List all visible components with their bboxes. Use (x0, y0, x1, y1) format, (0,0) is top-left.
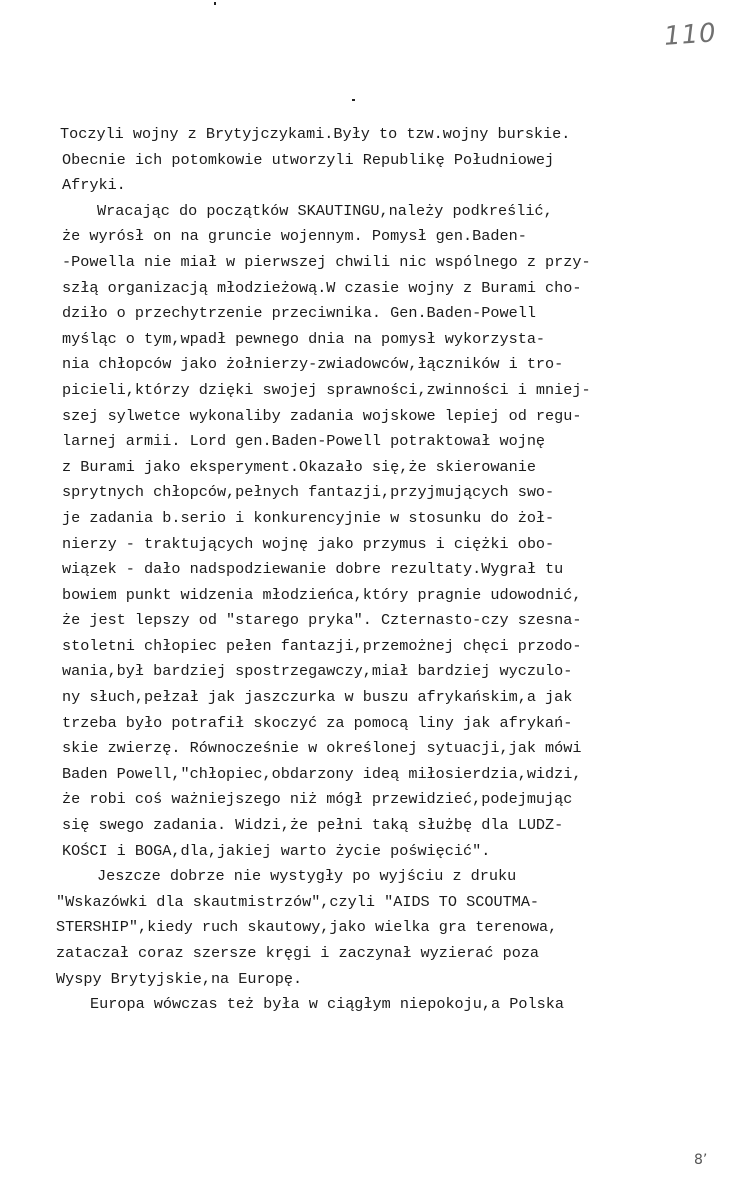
text-line (0, 352, 732, 378)
text-line (0, 839, 732, 865)
text-line (0, 813, 732, 839)
text-line-content: larnej armii. Lord gen.Baden-Powell potraktował wojnę (62, 432, 546, 451)
text-line (0, 378, 732, 404)
text-line-content: stoletni chłopiec pełen fantazji,przemożnej chęci przodo- (62, 636, 582, 655)
text-line-content: szłą organizacją młodzieżową.W czasie wojny z Burami cho- (62, 278, 582, 297)
text-line (0, 429, 732, 455)
text-line-content: bowiem punkt widzenia młodzieńca,który pragnie udowodnić, (62, 585, 582, 604)
text-line-content: z Burami jako eksperyment.Okazało się,że skierowanie (62, 457, 536, 476)
text-line (0, 173, 732, 199)
text-line-content: je zadania b.serio i konkurencyjnie w stosunku do żoł- (62, 508, 555, 527)
text-line (0, 608, 732, 634)
text-line-content: Wracając do początków SKAUTINGU,należy podkreślić, (97, 201, 553, 220)
text-line (0, 967, 732, 993)
text-line-content: że jest lepszy od "starego pryka". Czternasto-czy szesna- (62, 611, 582, 630)
text-line (0, 532, 732, 558)
text-line (0, 327, 732, 353)
text-line-content: KOŚCI i BOGA,dla,jakiej warto życie poświęcić". (62, 841, 491, 860)
text-line-content: -Powella nie miał w pierwszej chwili nic wspólnego z przy- (62, 252, 591, 271)
text-line-content: Jeszcze dobrze nie wystygły po wyjściu z druku (97, 867, 517, 886)
text-line-content: sprytnych chłopców,pełnych fantazji,przyjmujących swo- (62, 483, 555, 502)
text-line (0, 685, 732, 711)
text-line (0, 915, 732, 941)
text-line (0, 736, 732, 762)
text-line-content: Obecnie ich potomkowie utworzyli Republikę Południowej (62, 150, 555, 169)
text-line (0, 122, 732, 148)
text-line (0, 199, 732, 225)
text-line-content: Baden Powell,"chłopiec,obdarzony ideą miłosierdzia,widzi, (62, 764, 582, 783)
text-line-content: Afryki. (62, 176, 126, 195)
text-line-content: skie zwierzę. Równocześnie w określonej sytuacji,jak mówi (62, 739, 582, 758)
typewritten-text (0, 122, 732, 1018)
text-line-content: STERSHIP",kiedy ruch skautowy,jako wielka gra terenowa, (56, 918, 558, 937)
text-line (0, 557, 732, 583)
text-line-content: że robi coś ważniejszego niż mógł przewidzieć,podejmując (62, 790, 573, 809)
text-line-content: się swego zadania. Widzi,że pełni taką służbę dla LUDZ- (62, 816, 564, 835)
text-line (0, 224, 732, 250)
text-line (0, 787, 732, 813)
text-line (0, 480, 732, 506)
text-line-content: trzeba było potrafił skoczyć za pomocą liny jak afrykań- (62, 713, 573, 732)
text-line-content: nia chłopców jako żołnierzy-zwiadowców,łączników i tro- (62, 355, 564, 374)
text-line-content: Europa wówczas też była w ciągłym niepokoju,a Polska (90, 995, 564, 1014)
text-line-content: Wyspy Brytyjskie,na Europę. (56, 969, 303, 988)
text-line (0, 455, 732, 481)
text-line-content: Toczyli wojny z Brytyjczykami.Były to tzw.wojny burskie. (60, 125, 571, 143)
corner-mark: 8’ (694, 1152, 708, 1168)
text-line (0, 276, 732, 302)
text-line (0, 506, 732, 532)
text-line (0, 634, 732, 660)
paper-speck (352, 99, 355, 101)
text-line (0, 890, 732, 916)
page-number: 110 (663, 18, 718, 52)
text-line (0, 711, 732, 737)
text-line-content: zataczał coraz szersze kręgi i zaczynał wyzierać poza (56, 944, 540, 962)
text-line-content: że wyrósł on na gruncie wojennym. Pomysł gen.Baden- (62, 227, 527, 246)
text-line-content: wiązek - dało nadspodziewanie dobre rezultaty.Wygrał tu (62, 560, 564, 579)
text-line-content: picieli,którzy dzięki swojej sprawności,zwinności i mniej- (62, 380, 591, 399)
text-line (0, 583, 732, 609)
paper-speck (214, 2, 216, 5)
text-line-content: ny słuch,pełzał jak jaszczurka w buszu afrykańskim,a jak (62, 688, 573, 707)
text-line (0, 250, 732, 276)
text-line-content: nierzy - traktujących wojnę jako przymus i ciężki obo- (62, 534, 555, 553)
text-line-content: wania,był bardziej spostrzegawczy,miał bardziej wyczulo- (62, 662, 573, 681)
text-line-content: dziło o przechytrzenie przeciwnika. Gen.Baden-Powell (62, 304, 536, 323)
text-line-content: myśląc o tym,wpadł pewnego dnia na pomysł wykorzysta- (62, 329, 546, 348)
text-line (0, 659, 732, 685)
text-line (0, 992, 732, 1018)
text-line (0, 941, 732, 967)
text-line (0, 762, 732, 788)
text-line-content: "Wskazówki dla skautmistrzów",czyli "AIDS TO SCOUTMA- (56, 892, 540, 911)
text-line-content: szej sylwetce wykonaliby zadania wojskowe lepiej od regu- (62, 406, 582, 425)
text-line (0, 404, 732, 430)
text-line (0, 148, 732, 174)
text-line (0, 864, 732, 890)
text-line (0, 301, 732, 327)
